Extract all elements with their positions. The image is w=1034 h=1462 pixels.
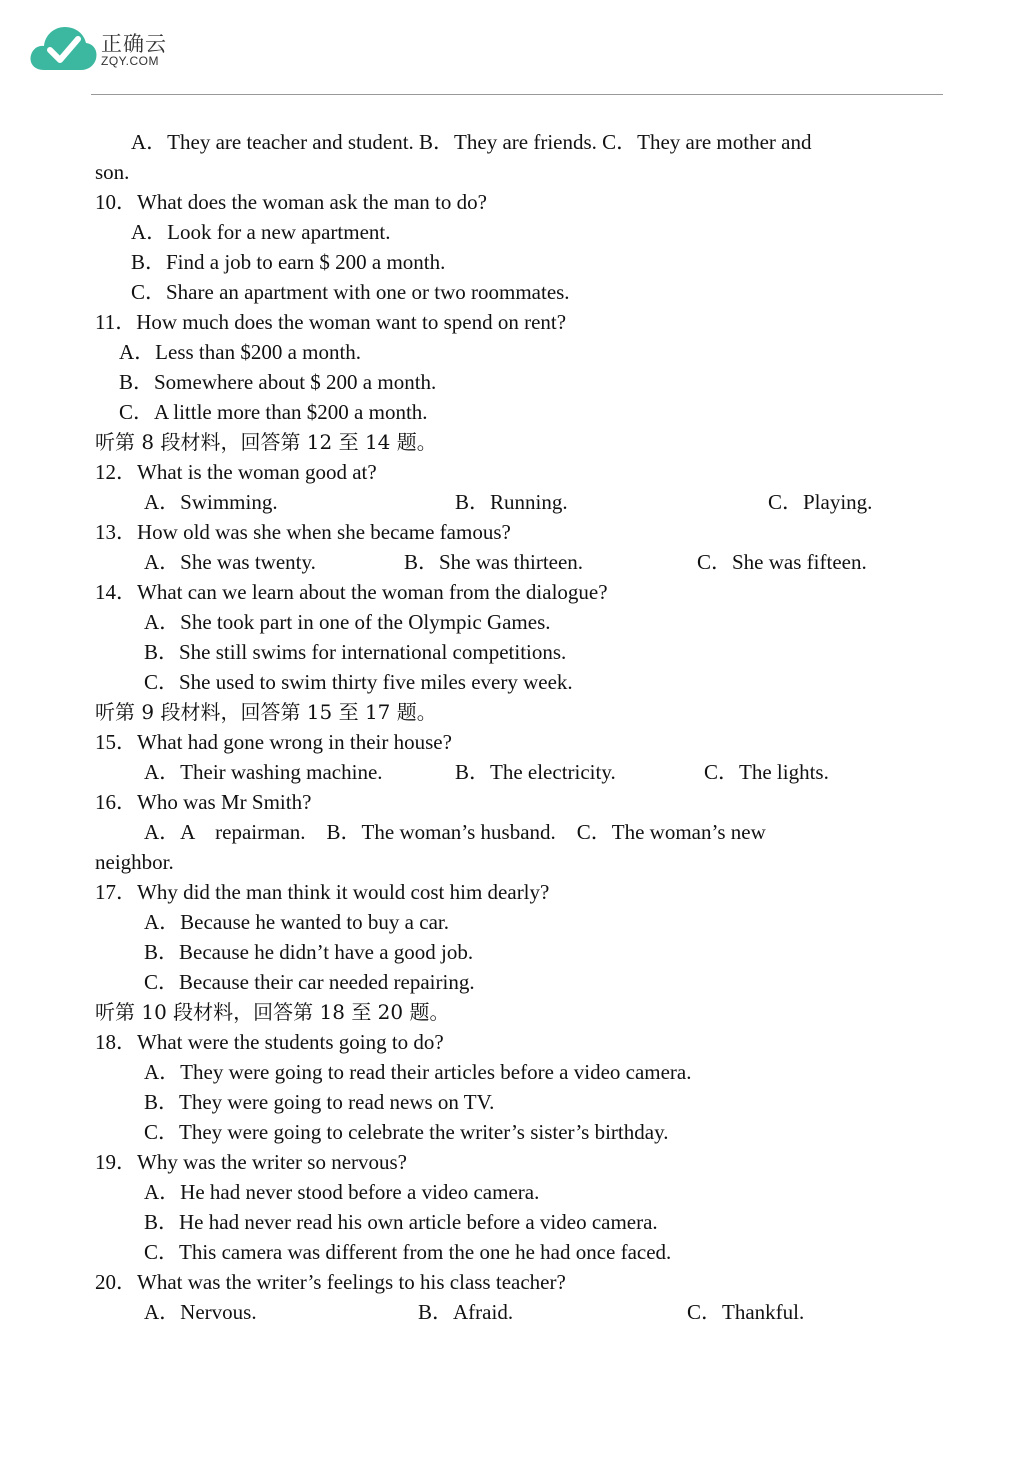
q18-option-a: A．They were going to read their articles before a video camera. [144,1060,692,1084]
q19-option-c: C．This camera was different from the one he had once faced. [144,1240,672,1264]
exam-content [95,127,935,1327]
q14-option-a: A．She took part in one of the Olympic Games. [144,610,551,634]
q18-option-c: C．They were going to celebrate the writer’s sister’s birthday. [144,1120,669,1144]
q15-options [95,757,935,787]
q13-option-c: C．She was fifteen. [697,550,867,574]
q10-option-c: C．Share an apartment with one or two roommates. [131,280,570,304]
section-heading-9: 听第 9 段材料，回答第 15 至 17 题。 [95,700,437,724]
q13-question: 13．How old was she when she became famous? [95,520,511,544]
q16-options-cont: neighbor. [95,850,174,874]
q17-option-b: B．Because he didn’t have a good job. [144,940,474,964]
q19-option-a: A．He had never stood before a video camera. [144,1180,540,1204]
q20-option-a: A．Nervous. [144,1300,257,1324]
q12-option-c: C．Playing. [768,490,873,514]
q10-question: 10．What does the woman ask the man to do? [95,190,487,214]
brand-name-cn: 正确云 [101,32,167,56]
brand-name-en: ZQY.COM [101,54,159,68]
q17-option-c: C．Because their car needed repairing. [144,970,475,994]
section-heading-10: 听第 10 段材料，回答第 18 至 20 题。 [95,1000,450,1024]
q18-option-b: B．They were going to read news on TV. [144,1090,495,1114]
header-divider [91,94,943,95]
q17-option-a: A．Because he wanted to buy a car. [144,910,449,934]
q13-options [95,547,935,577]
q11-option-c: C．A little more than $200 a month. [119,400,428,424]
q12-options [95,487,935,517]
cloud-check-icon [28,22,98,74]
q19-question: 19．Why was the writer so nervous? [95,1150,408,1174]
q12-option-b: B．Running. [455,490,568,514]
q11-option-a: A．Less than $200 a month. [119,340,362,364]
q19-option-b: B．He had never read his own article before a video camera. [144,1210,658,1234]
q16-options: A．A repairman. B．The woman’s husband. C．The woman’s new [144,820,766,844]
q14-option-c: C．She used to swim thirty five miles every week. [144,670,573,694]
q11-question: 11．How much does the woman want to spend on rent? [95,310,567,334]
section-heading-8: 听第 8 段材料，回答第 12 至 14 题。 [95,430,437,454]
q14-option-b: B．She still swims for international competitions. [144,640,567,664]
q15-question: 15．What had gone wrong in their house? [95,730,452,754]
q12-question: 12．What is the woman good at? [95,460,377,484]
q15-option-c: C．The lights. [704,760,829,784]
q20-option-c: C．Thankful. [687,1300,805,1324]
q17-question: 17．Why did the man think it would cost him dearly? [95,880,550,904]
q14-question: 14．What can we learn about the woman from the dialogue? [95,580,608,604]
q12-option-a: A．Swimming. [144,490,278,514]
brand-logo [28,22,178,74]
q9-options-cont: son. [95,160,130,184]
q20-options [95,1297,935,1327]
q20-option-b: B．Afraid. [418,1300,514,1324]
q10-option-b: B．Find a job to earn $ 200 a month. [131,250,446,274]
q10-option-a: A．Look for a new apartment. [131,220,391,244]
q9-options: A．They are teacher and student. B．They are friends. C．They are mother and [131,130,812,154]
q13-option-b: B．She was thirteen. [404,550,584,574]
q11-option-b: B．Somewhere about $ 200 a month. [119,370,437,394]
q15-option-a: A．Their washing machine. [144,760,383,784]
q15-option-b: B．The electricity. [455,760,616,784]
q18-question: 18．What were the students going to do? [95,1030,444,1054]
q16-question: 16．Who was Mr Smith? [95,790,312,814]
q13-option-a: A．She was twenty. [144,550,316,574]
q20-question: 20．What was the writer’s feelings to his class teacher? [95,1270,566,1294]
